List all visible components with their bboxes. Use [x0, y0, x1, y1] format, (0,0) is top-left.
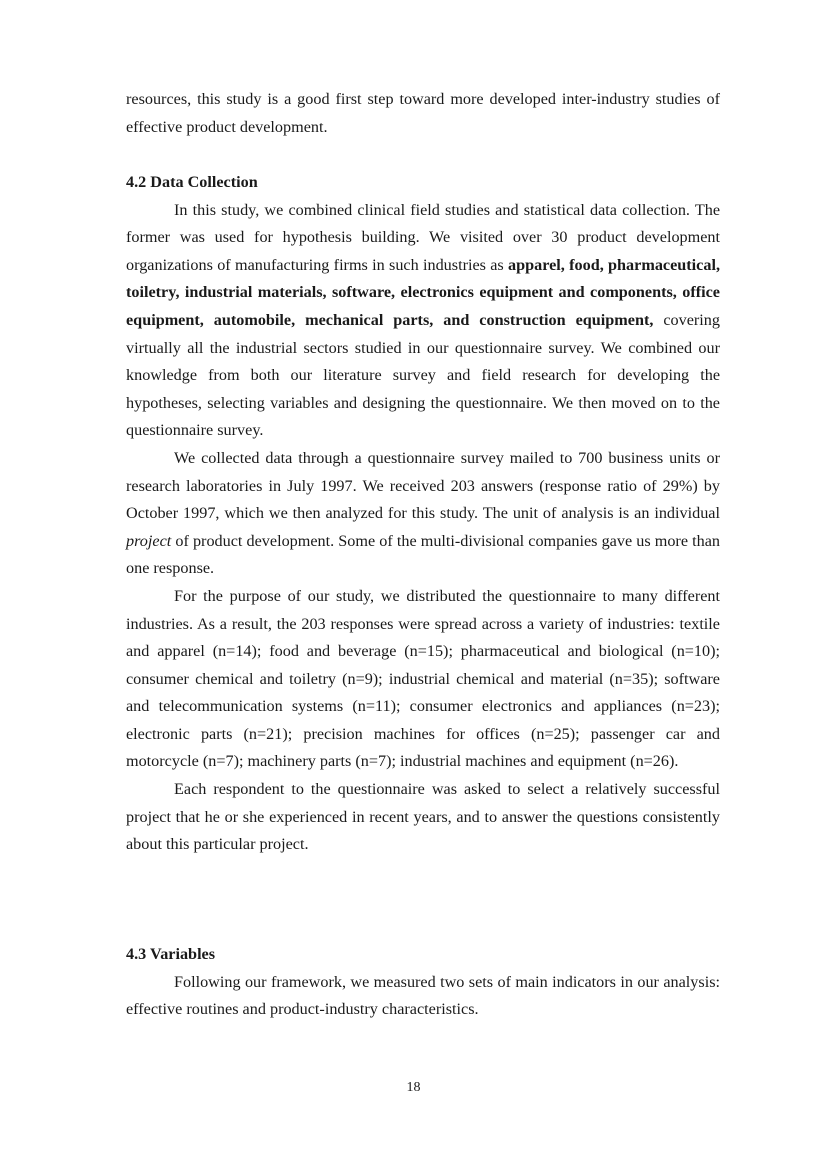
paragraph-industries: For the purpose of our study, we distributed the questionnaire to many different industries. As a result, the 203 responses were spread across a variety of industries: textile and apparel (n=14); food and beverage (n=15); pharmaceutical and biological (n=10); consumer chemical and toiletry (n=9); industrial chemical and material (n=35); software and telecommunication systems (n=11); consumer electronics and appliances (n=23); electronic parts (n=21); precision machines for offices (n=25); passenger car and motorcycle (n=7); machinery parts (n=7); industrial machines and equipment (n=26). [126, 586, 720, 771]
section-heading-variables: 4.3 Variables [126, 945, 216, 963]
section-4-3 [126, 941, 720, 1024]
paragraph-text: We collected data through a questionnaire survey mailed to 700 business units or research laboratories in July 1997. We received 203 answers (response ratio of 29%) by October 1997, which we then analyzed for this study. The unit of analysis is an individual [126, 448, 720, 523]
intro-paragraph: resources, this study is a good first step toward more developed inter-industry studies of effective product development. [126, 90, 720, 136]
paragraph-variables: Following our framework, we measured two sets of main indicators in our analysis: effective routines and product-industry characteristics. [126, 972, 720, 1019]
paragraph-text: covering virtually all the industrial sectors studied in our questionnaire survey. We combined our knowledge from both our literature survey and field research for developing the hypotheses, selecting variables and designing the questionnaire. We then moved on to the questionnaire survey. [126, 310, 720, 440]
project-italic: project [126, 531, 172, 550]
paragraph-text: of product development. Some of the multi-divisional companies gave us more than one response. [126, 531, 720, 578]
page-number: 18 [406, 1080, 421, 1095]
industries-list-bold: apparel, food, pharmaceutical, toiletry, industrial materials, software, electronics equipment and components, office equipment, automobile, mechanical parts, and construction equipment, [126, 255, 720, 329]
paragraph-survey [126, 445, 720, 583]
paragraph-clinical-studies [126, 197, 720, 445]
paragraph-respondent: Each respondent to the questionnaire was asked to select a relatively successful project that he or she experienced in recent years, and to answer the questions consistently about this particular project. [126, 780, 720, 854]
paragraph-text: In this study, we combined clinical field studies and statistical data collection. The former was used for hypothesis building. We visited over 30 product development organizations of manufacturing firms in such industries as [126, 200, 720, 274]
section-4-2 [126, 169, 720, 859]
section-heading-data-collection: 4.2 Data Collection [126, 173, 258, 191]
intro-paragraph-block [126, 86, 720, 141]
